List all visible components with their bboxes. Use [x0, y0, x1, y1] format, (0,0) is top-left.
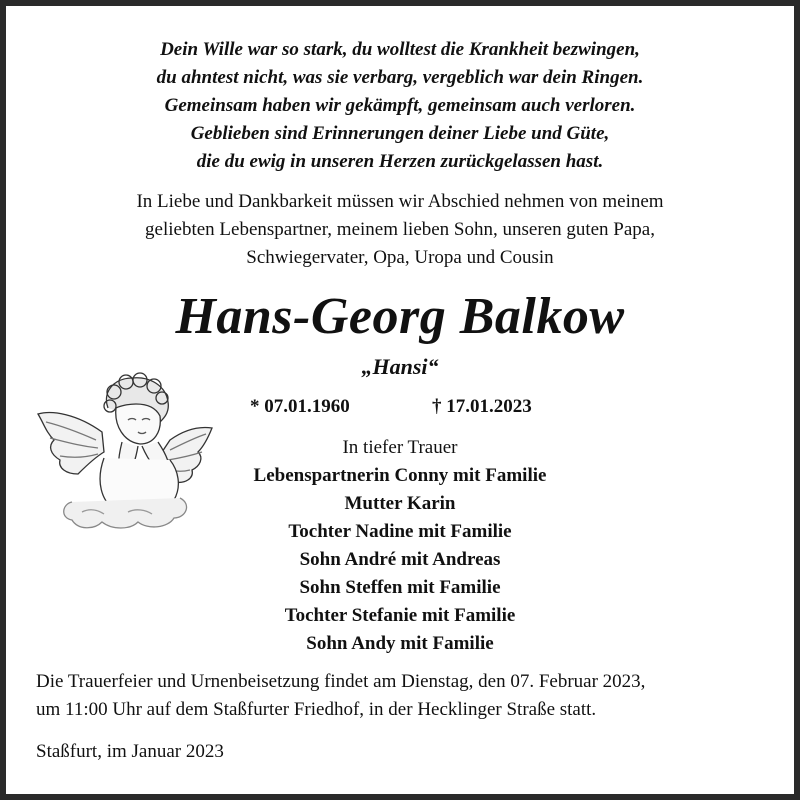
- farewell-intro: [6, 188, 794, 272]
- death-date: † 17.01.2023: [432, 396, 532, 417]
- mourning-label: In tiefer Trauer: [342, 437, 458, 458]
- list-item: Tochter Stefanie mit Familie: [284, 605, 516, 626]
- intro-line: geliebten Lebenspartner, meinem lieben Sohn, unseren guten Papa,: [145, 219, 655, 240]
- place-and-date: Staßfurt, im Januar 2023: [36, 741, 224, 762]
- list-item: Sohn André mit Andreas: [299, 549, 501, 570]
- funeral-line: um 11:00 Uhr auf dem Staßfurter Friedhof, in der Hecklinger Straße statt.: [36, 699, 597, 720]
- mourners-list: [6, 462, 794, 658]
- intro-line: Schwiegervater, Opa, Uropa und Cousin: [246, 247, 554, 268]
- obituary-notice: [6, 6, 794, 794]
- poem-line: du ahntest nicht, was sie verbarg, vergeblich war dein Ringen.: [156, 67, 644, 88]
- intro-line: In Liebe und Dankbarkeit müssen wir Abschied nehmen von meinem: [136, 191, 664, 212]
- deceased-nickname: „Hansi“: [361, 354, 439, 379]
- funeral-details: [36, 668, 786, 724]
- list-item: Lebenspartnerin Conny mit Familie: [253, 465, 547, 486]
- poem-line: Dein Wille war so stark, du wolltest die Krankheit bezwingen,: [160, 39, 640, 60]
- list-item: Sohn Steffen mit Familie: [299, 577, 501, 598]
- list-item: Tochter Nadine mit Familie: [288, 521, 512, 542]
- deceased-name: Hans-Georg Balkow: [175, 288, 625, 345]
- poem-line: Gemeinsam haben wir gekämpft, gemeinsam auch verloren.: [164, 95, 636, 116]
- poem-line: Geblieben sind Erinnerungen deiner Liebe und Güte,: [190, 123, 610, 144]
- list-item: Mutter Karin: [344, 493, 456, 514]
- birth-date: * 07.01.1960: [250, 396, 350, 417]
- funeral-line: Die Trauerfeier und Urnenbeisetzung findet am Dienstag, den 07. Februar 2023,: [36, 671, 646, 692]
- poem-verse: [6, 36, 794, 176]
- poem-line: die du ewig in unseren Herzen zurückgelassen hast.: [196, 151, 604, 172]
- list-item: Sohn Andy mit Familie: [306, 633, 494, 654]
